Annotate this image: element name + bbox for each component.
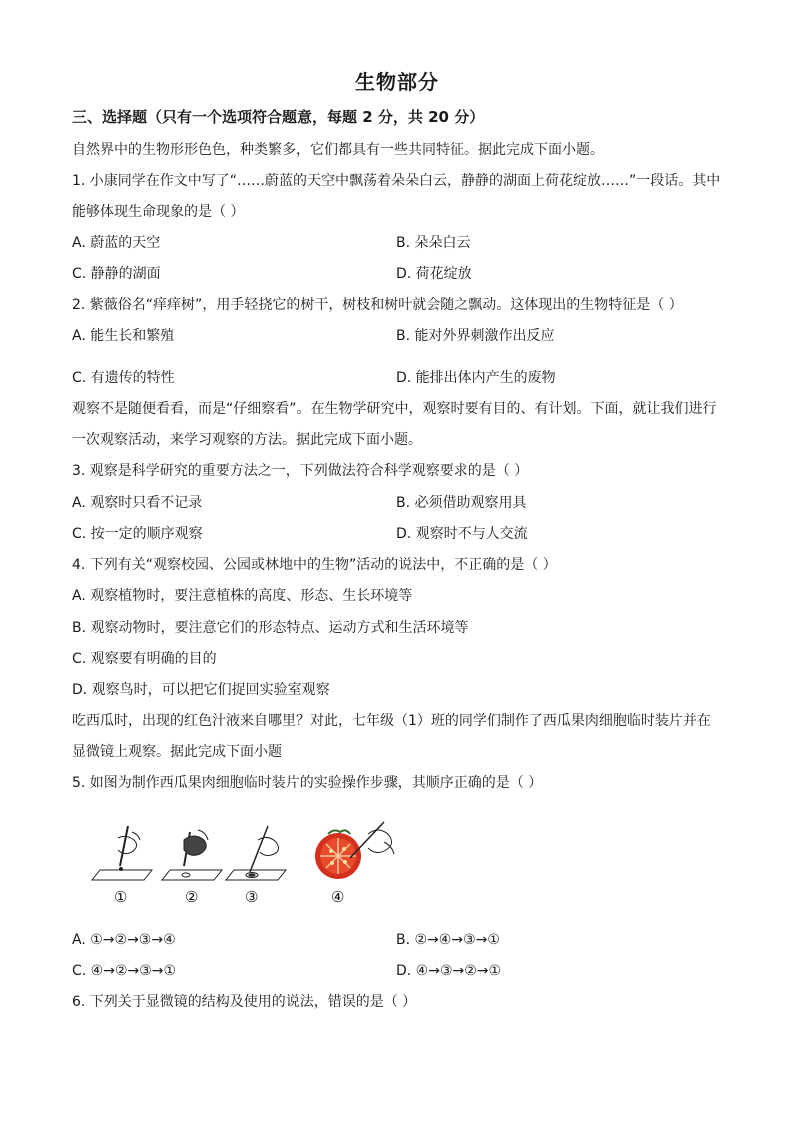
q2-option-c: C. 有遗传的特性 [72, 370, 175, 386]
intro-paragraph-2-line1: 观察不是随便看看，而是“仔细察看”。在生物学研究中，观察时要有目的、有计划。下面，就让我们进行 [72, 401, 717, 417]
q4-option-b: B. 观察动物时，要注意它们的形态特点、运动方式和生活环境等 [72, 620, 469, 636]
intro-paragraph-2-line2: 一次观察活动，来学习观察的方法。据此完成下面小题。 [72, 432, 422, 448]
page-title: 生物部分 [355, 70, 439, 94]
q3-option-a: A. 观察时只看不记录 [72, 495, 203, 511]
q2-option-a: A. 能生长和繁殖 [72, 328, 175, 344]
figure-label-2: ② [185, 888, 199, 906]
q2-option-b: B. 能对外界刺激作出反应 [396, 328, 555, 344]
q2-stem: 2. 紫薇俗名“痒痒树”，用手轻挠它的树干，树枝和树叶就会随之飘动。这体现出的生物特征是（ ） [72, 297, 683, 313]
q1-option-b: B. 朵朵白云 [396, 235, 471, 251]
q1-stem-line1: 1. 小康同学在作文中写了“……蔚蓝的天空中飘荡着朵朵白云，静静的湖面上荷花绽放……”一段话。其中 [72, 173, 721, 189]
q1-stem-line2: 能够体现生命现象的是（ ） [72, 204, 245, 220]
q5-option-d: D. ④→③→②→① [396, 963, 502, 979]
step4-illustration [315, 822, 394, 879]
step2-illustration [162, 830, 222, 880]
step3-illustration [226, 826, 286, 880]
q1-option-d: D. 荷花绽放 [396, 266, 472, 282]
figure-label-4: ④ [331, 888, 345, 906]
q5-option-c: C. ④→②→③→① [72, 963, 177, 979]
q6-stem: 6. 下列关于显微镜的结构及使用的说法，错误的是（ ） [72, 994, 417, 1010]
q5-stem: 5. 如图为制作西瓜果肉细胞临时装片的实验操作步骤，其顺序正确的是（ ） [72, 775, 543, 791]
figure-label-1: ① [114, 888, 128, 906]
figure-label-3: ③ [245, 888, 259, 906]
q4-option-a: A. 观察植物时，要注意植株的高度、形态、生长环境等 [72, 588, 413, 604]
step1-illustration [92, 826, 152, 880]
intro-paragraph-3-line2: 显微镜上观察。据此完成下面小题 [72, 744, 282, 760]
q5-option-b: B. ②→④→③→① [396, 932, 500, 948]
q4-option-d: D. 观察鸟时，可以把它们捉回实验室观察 [72, 682, 330, 698]
q3-option-d: D. 观察时不与人交流 [396, 526, 528, 542]
q1-option-a: A. 蔚蓝的天空 [72, 235, 161, 251]
q4-option-c: C. 观察要有明确的目的 [72, 651, 217, 667]
q5-option-a: A. ①→②→③→④ [72, 932, 176, 948]
intro-paragraph-1: 自然界中的生物形形色色，种类繁多，它们都具有一些共同特征。据此完成下面小题。 [72, 142, 604, 158]
q1-option-c: C. 静静的湖面 [72, 266, 161, 282]
slide-preparation-figure [88, 818, 418, 910]
q3-option-c: C. 按一定的顺序观察 [72, 526, 203, 542]
q2-option-d: D. 能排出体内产生的废物 [396, 370, 556, 386]
intro-paragraph-3-line1: 吃西瓜时，出现的红色汁液来自哪里？对此，七年级（1）班的同学们制作了西瓜果肉细胞临时装片并在 [72, 713, 711, 729]
section-header: 三、选择题（只有一个选项符合题意，每题 2 分，共 20 分） [72, 108, 485, 126]
q3-option-b: B. 必须借助观察用具 [396, 495, 527, 511]
q4-stem: 4. 下列有关“观察校园、公园或林地中的生物”活动的说法中，不正确的是（ ） [72, 557, 557, 573]
q3-stem: 3. 观察是科学研究的重要方法之一，下列做法符合科学观察要求的是（ ） [72, 463, 529, 479]
